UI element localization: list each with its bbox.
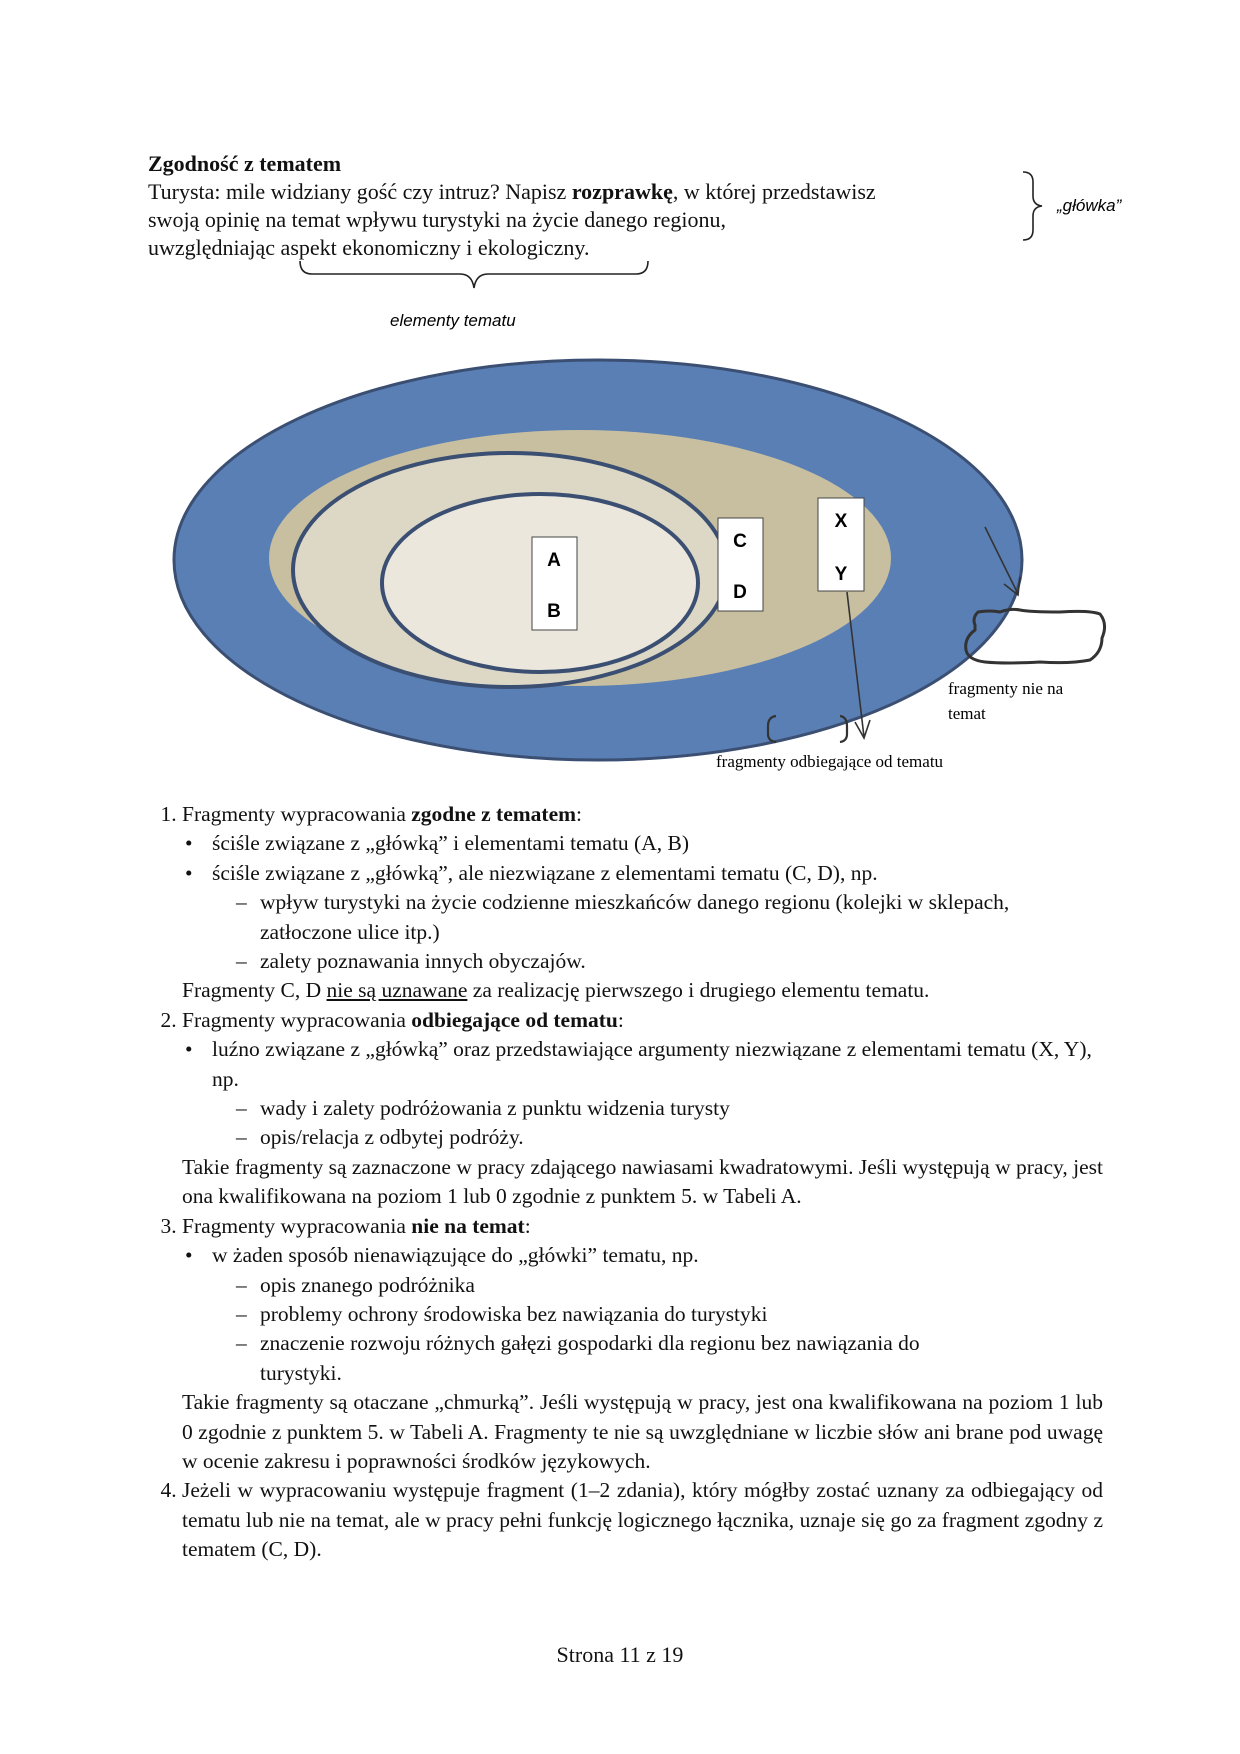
item-keyword: nie na temat <box>411 1213 525 1238</box>
bullet-item: • w żaden sposób nienawiązujące do „główki” tematu, np. <box>212 1241 1103 1270</box>
item-note: Takie fragmenty są otaczane „chmurką”. Jeśli występują w pracy, jest ona kwalifikowana na poziom 1 lub 0 zgodnie z punktem 5. w Tabeli A. Fragmenty te nie są uwzględniane w liczbie słów ani brane pod uwagę w ocenie zakresu i poprawności środków językowych. <box>182 1390 1103 1473</box>
box-cd-bottom: D <box>733 582 747 603</box>
label-elementy-tematu: elementy tematu <box>390 311 516 330</box>
dash-item: – opis/relacja z odbytej podróży. <box>260 1123 1103 1152</box>
box-xy-bottom: Y <box>834 564 848 585</box>
dash-list <box>236 888 1103 976</box>
item-text: Jeżeli w wypracowaniu występuje fragment (1–2 zdania), który mógłby zostać uznany za odbiegający od tematu lub nie na temat, ale w pracy pełni funkcję logicznego łącznika, uznaje się go za fragment zgodny z tematem (C, D). <box>182 1478 1103 1562</box>
note-underlined: nie są uznawane <box>326 978 468 1003</box>
dash-item: – opis znanego podróżnika <box>260 1271 1103 1300</box>
label-glowka: „główka” <box>1057 196 1122 215</box>
note-text: Fragmenty C, D <box>182 978 327 1003</box>
list-item-4 <box>182 1476 1103 1564</box>
item-note: Takie fragmenty są zaznaczone w pracy zdającego nawiasami kwadratowymi. Jeśli występują w pracy, jest ona kwalifikowana na poziom 1 lub 0 zgodnie z punktem 5. w Tabeli A. <box>182 1154 1103 1209</box>
item-lead: Fragmenty wypracowania <box>182 1213 412 1238</box>
dash-item: – wpływ turystyki na życie codzienne mieszkańców danego regionu (kolejki w sklepach, zatłoczone ulice itp.) <box>260 888 1103 947</box>
bullet-item: • luźno związane z „główką” oraz przedstawiające argumenty niezwiązane z elementami tematu (X, Y), np. <box>212 1035 1103 1094</box>
dash-list <box>236 1094 1103 1153</box>
task-keyword: rozprawkę <box>571 179 673 204</box>
dash-item: – wady i zalety podróżowania z punktu widzenia turysty <box>260 1094 1103 1123</box>
item-note <box>182 976 1103 1005</box>
task-text: , w której przedstawisz <box>672 179 876 204</box>
task-line-2: swoją opinię na temat wpływu turystyki na życie danego regionu, <box>148 207 726 232</box>
list-item-1 <box>182 800 1103 1006</box>
dash-item: – problemy ochrony środowiska bez nawiązania do turystyki <box>260 1300 1103 1329</box>
bullet-item: • ściśle związane z „główką”, ale niezwiązane z elementami tematu (C, D), np. <box>212 859 1103 888</box>
label-nie-na-temat-1: fragmenty nie na <box>948 679 1064 698</box>
bullet-list <box>182 1035 1103 1094</box>
item-tail: : <box>524 1213 531 1238</box>
section-title: Zgodność z tematem <box>148 151 342 176</box>
label-odbiegajace: fragmenty odbiegające od tematu <box>716 752 944 771</box>
box-xy-top: X <box>834 511 848 532</box>
bullet-list <box>182 1241 1103 1270</box>
bullet-item: • ściśle związane z „główką” i elementami tematu (A, B) <box>212 829 1103 858</box>
box-ab-bottom: B <box>547 601 561 622</box>
label-nie-na-temat-2: temat <box>948 704 986 723</box>
dash-item: – znaczenie rozwoju różnych gałęzi gospodarki dla regionu bez nawiązania do turystyki. <box>260 1329 1103 1388</box>
task-line-3: uwzględniając aspekt ekonomiczny i ekologiczny. <box>148 235 590 260</box>
item-tail: : <box>576 802 583 826</box>
bullet-list <box>182 829 1103 888</box>
box-ab-top: A <box>547 550 561 571</box>
box-cd-top: C <box>733 531 747 552</box>
curly-brace-glowka <box>1023 172 1042 240</box>
item-lead: Fragmenty wypracowania <box>182 1007 412 1032</box>
dash-list <box>236 1271 1103 1389</box>
note-text: za realizację pierwszego i drugiego elementu tematu. <box>467 978 930 1003</box>
item-keyword: zgodne z tematem <box>411 802 577 826</box>
item-lead: Fragmenty wypracowania <box>182 802 412 826</box>
task-text: Turysta: mile widziany gość czy intruz? Napisz <box>148 179 572 204</box>
list-item-2 <box>182 1006 1103 1212</box>
list-item-3 <box>182 1212 1103 1477</box>
criteria-list <box>148 800 1103 1565</box>
page-footer: Strona 11 z 19 <box>556 1642 684 1667</box>
topic-diagram <box>0 0 1240 800</box>
curly-brace-elementy <box>300 261 648 288</box>
item-keyword: odbiegające od tematu <box>411 1007 618 1032</box>
item-tail: : <box>617 1007 624 1032</box>
dash-item: – zalety poznawania innych obyczajów. <box>260 947 1103 976</box>
numbered-list <box>148 800 1103 1565</box>
